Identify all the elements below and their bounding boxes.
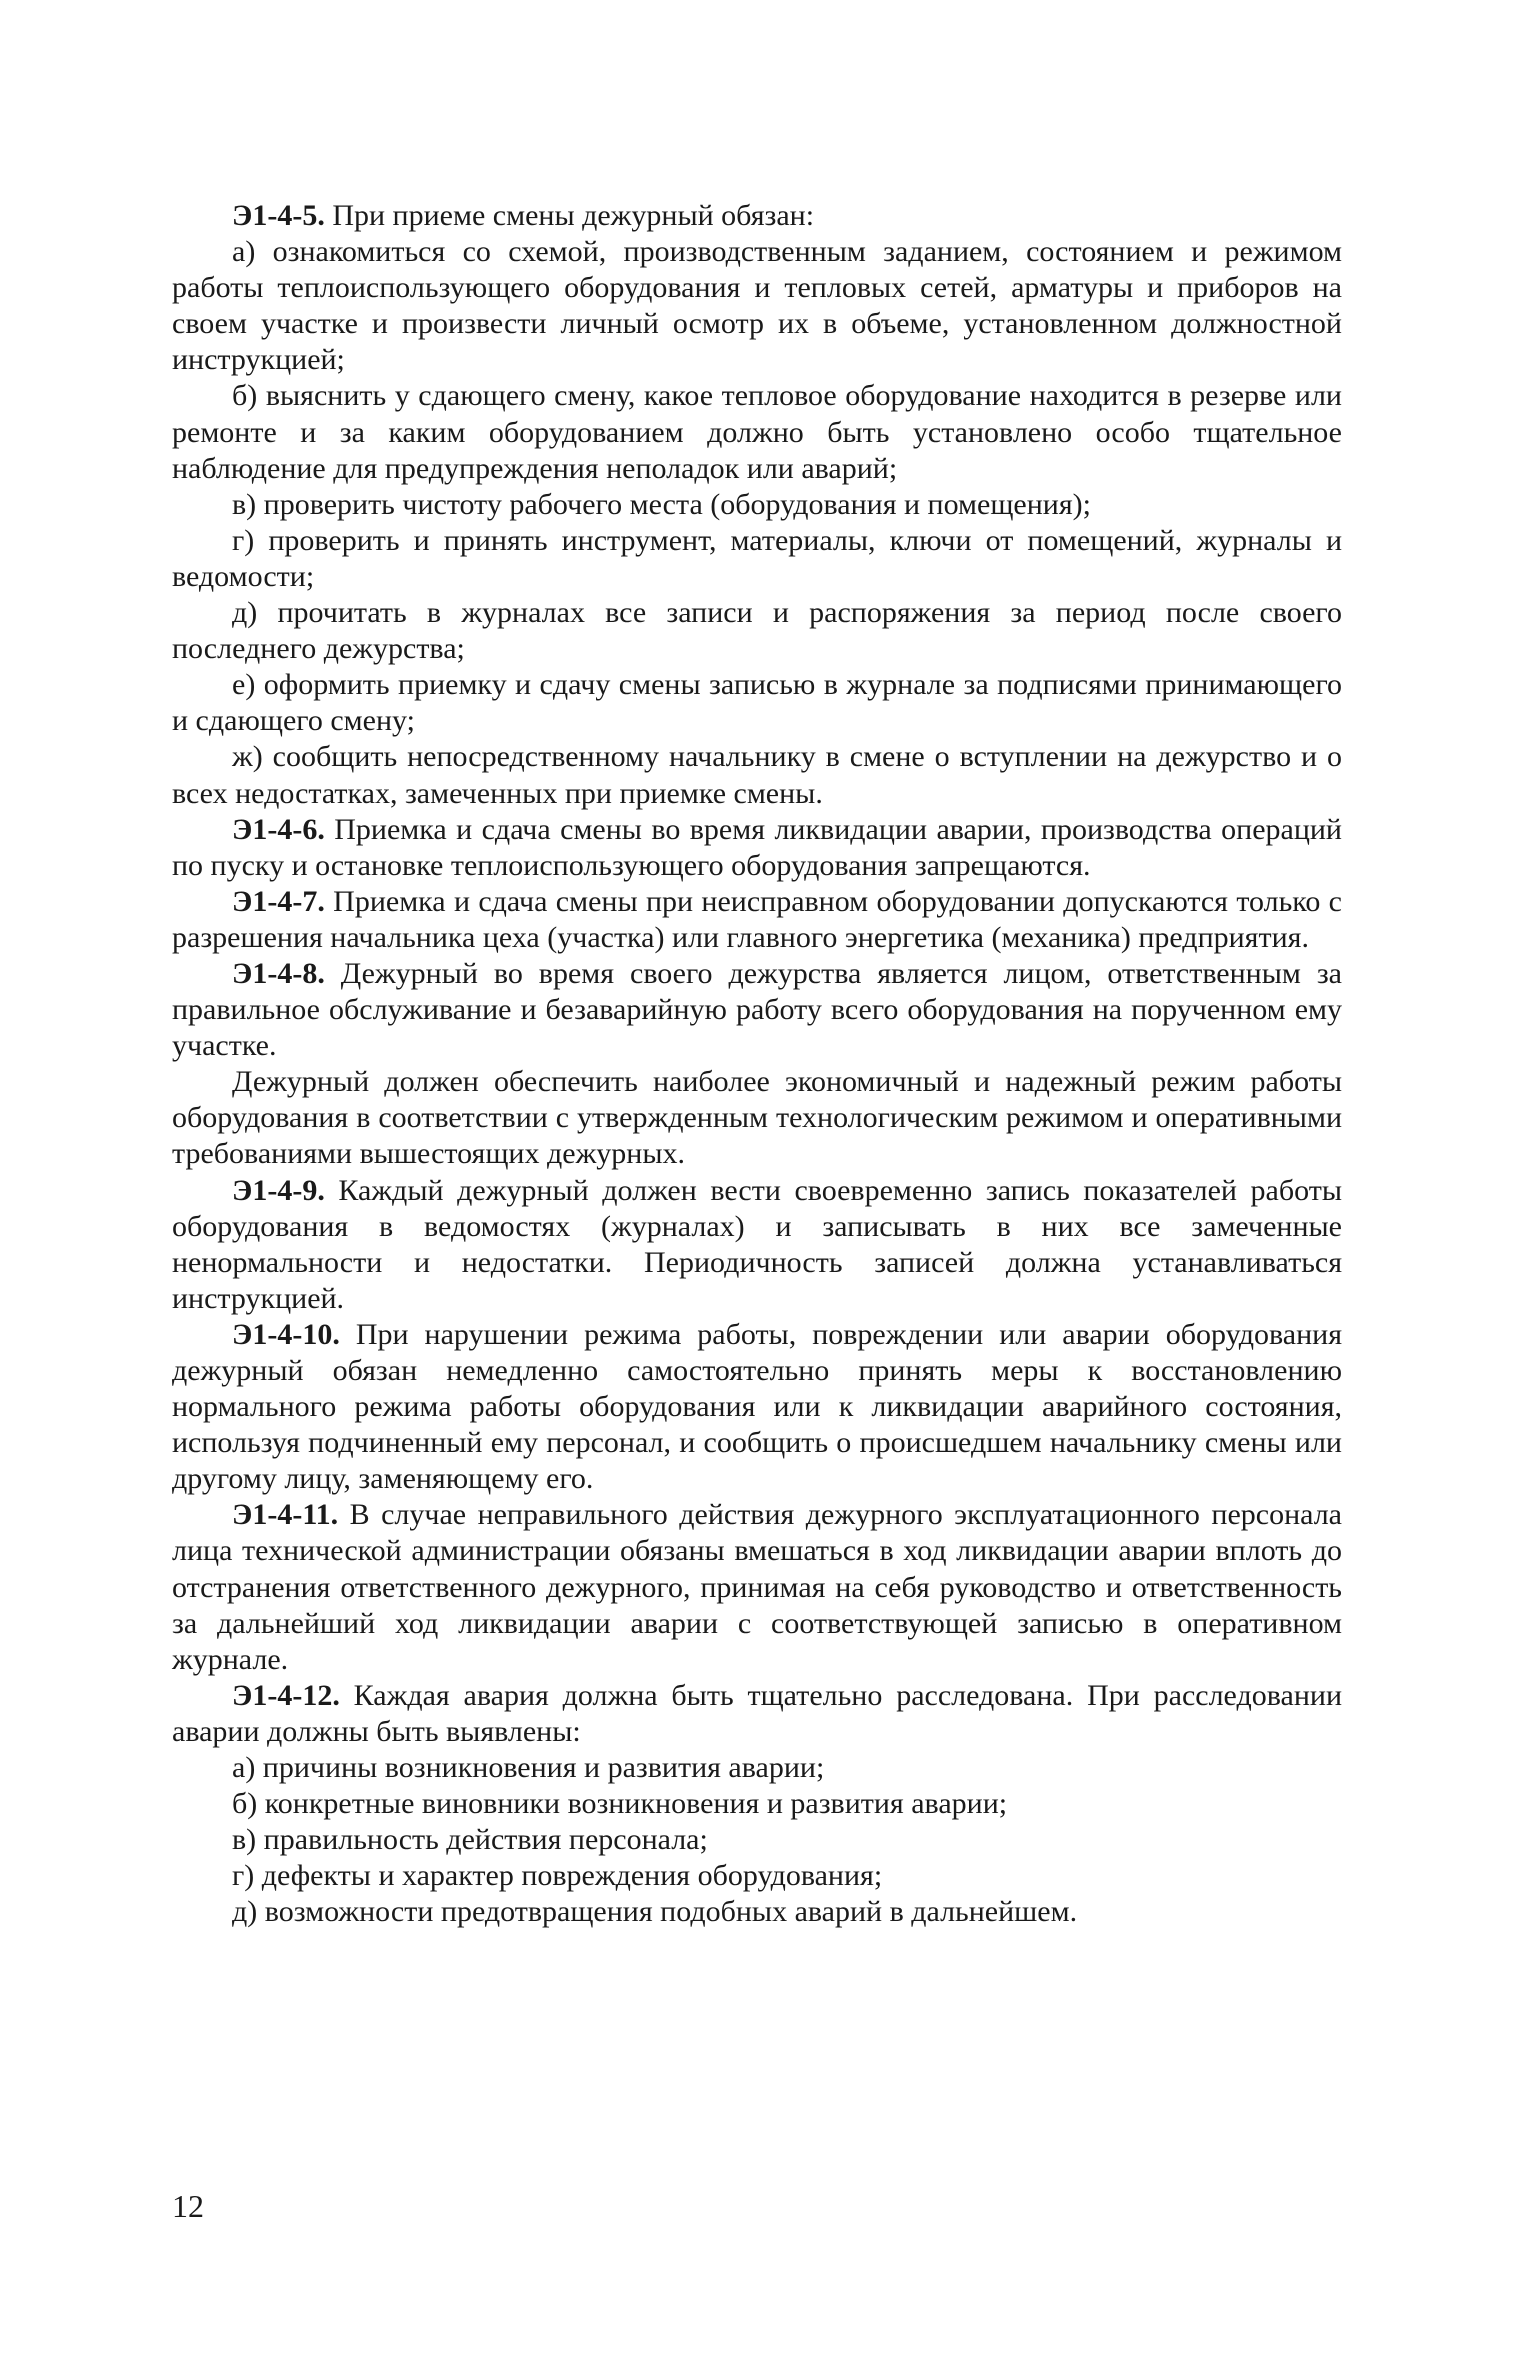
paragraph-text: Приемка и сдача смены при неисправном оборудовании допускаются только с разрешения начальника цеха (участка) или главного энергетика (механика) предприятия. bbox=[172, 884, 1342, 954]
paragraph bbox=[172, 487, 1342, 523]
clause-number: Э1-4-5. bbox=[232, 199, 325, 232]
paragraph-text: д) возможности предотвращения подобных аварий в дальнейшем. bbox=[232, 1895, 1078, 1929]
clause-number: Э1-4-10. bbox=[232, 1317, 340, 1351]
clause-number: Э1-4-9. bbox=[232, 1173, 325, 1207]
paragraph-text: д) прочитать в журналах все записи и распоряжения за период после своего последнего дежурства; bbox=[172, 596, 1342, 666]
paragraph-text: б) выяснить у сдающего смену, какое тепловое оборудование находится в резерве или ремонте и за каким оборудованием должно быть установлено особо тщательное наблюдение для предупреждения неполадок или аварий; bbox=[172, 379, 1342, 485]
paragraph-text: б) конкретные виновники возникновения и развития аварии; bbox=[232, 1787, 1008, 1821]
paragraph-text: е) оформить приемку и сдачу смены записью в журнале за подписями принимающего и сдающего смену; bbox=[172, 668, 1342, 738]
paragraph-text: в) проверить чистоту рабочего места (оборудования и помещения); bbox=[232, 487, 1091, 521]
paragraph-text: Приемка и сдача смены во время ликвидации аварии, производства операций по пуску и остановке теплоиспользующего оборудования запрещаются. bbox=[172, 812, 1342, 882]
paragraph bbox=[172, 667, 1342, 739]
clause-number: Э1-4-7. bbox=[232, 884, 325, 918]
paragraph bbox=[172, 884, 1342, 956]
paragraph bbox=[172, 234, 1342, 378]
paragraph bbox=[172, 1858, 1342, 1894]
paragraph bbox=[172, 1750, 1342, 1786]
paragraph bbox=[172, 1822, 1342, 1858]
paragraph-text: При приеме смены дежурный обязан: bbox=[324, 199, 815, 232]
paragraph bbox=[172, 1786, 1342, 1822]
clause-number: Э1-4-12. bbox=[232, 1678, 340, 1712]
paragraph bbox=[172, 1064, 1342, 1172]
paragraph bbox=[172, 1173, 1342, 1317]
clause-number: Э1-4-11. bbox=[232, 1498, 339, 1532]
paragraph bbox=[172, 198, 1342, 234]
clause-number: Э1-4-8. bbox=[232, 956, 325, 990]
paragraph-text: а) причины возникновения и развития аварии; bbox=[232, 1751, 825, 1785]
paragraph-text: а) ознакомиться со схемой, производственным заданием, состоянием и режимом работы теплоиспользующего оборудования и тепловых сетей, арматуры и приборов на своем участке и произвести личный осмотр их в объеме, установленном должностной инструкцией; bbox=[172, 235, 1342, 377]
paragraph bbox=[172, 812, 1342, 884]
paragraph-text: г) дефекты и характер повреждения оборудования; bbox=[232, 1859, 883, 1893]
paragraph bbox=[172, 1317, 1342, 1497]
paragraph-text: Дежурный должен обеспечить наиболее экономичный и надежный режим работы оборудования в соответствии с утвержденным технологическим режимом и оперативными требованиями вышестоящих дежурных. bbox=[172, 1065, 1342, 1171]
paragraph-text: в) правильность действия персонала; bbox=[232, 1823, 708, 1857]
paragraph bbox=[172, 739, 1342, 811]
body-text bbox=[172, 198, 1342, 1931]
paragraph-text: Каждый дежурный должен вести своевременно запись показателей работы оборудования в ведомостях (журналах) и записывать в них все замеченные ненормальности и недостатки. Периодичность записей должна устанавливаться инструкцией. bbox=[172, 1173, 1342, 1315]
paragraph-text: Дежурный во время своего дежурства является лицом, ответственным за правильное обслуживание и безаварийную работу всего оборудования на порученном ему участке. bbox=[172, 956, 1342, 1063]
paragraph-text: г) проверить и принять инструмент, материалы, ключи от помещений, журналы и ведомости; bbox=[172, 523, 1342, 593]
paragraph bbox=[172, 1894, 1342, 1930]
paragraph bbox=[172, 956, 1342, 1064]
paragraph bbox=[172, 1497, 1342, 1677]
paragraph-text: Каждая авария должна быть тщательно расследована. При расследовании аварии должны быть выявлены: bbox=[172, 1678, 1342, 1748]
paragraph-text: ж) сообщить непосредственному начальнику в смене о вступлении на дежурство и о всех недостатках, замеченных при приемке смены. bbox=[172, 740, 1342, 810]
paragraph bbox=[172, 523, 1342, 595]
paragraph bbox=[172, 1678, 1342, 1750]
paragraph-text: При нарушении режима работы, повреждении или аварии оборудования дежурный обязан немедленно самостоятельно принять меры к восстановлению нормального режима работы оборудования или к ликвидации аварийного состояния, используя подчиненный ему персонал, и сообщить о происшедшем начальнику смены или другому лицу, заменяющему его. bbox=[172, 1317, 1342, 1496]
paragraph bbox=[172, 378, 1342, 486]
clause-number: Э1-4-6. bbox=[232, 812, 325, 846]
page-number: 12 bbox=[172, 2188, 204, 2224]
paragraph bbox=[172, 595, 1342, 667]
paragraph-text: В случае неправильного действия дежурного эксплуатационного персонала лица технической администрации обязаны вмешаться в ход ликвидации аварии вплоть до отстранения ответственного дежурного, принимая на себя руководство и ответственность за дальнейший ход ликвидации аварии с соответствующей записью в оперативном журнале. bbox=[172, 1498, 1342, 1676]
